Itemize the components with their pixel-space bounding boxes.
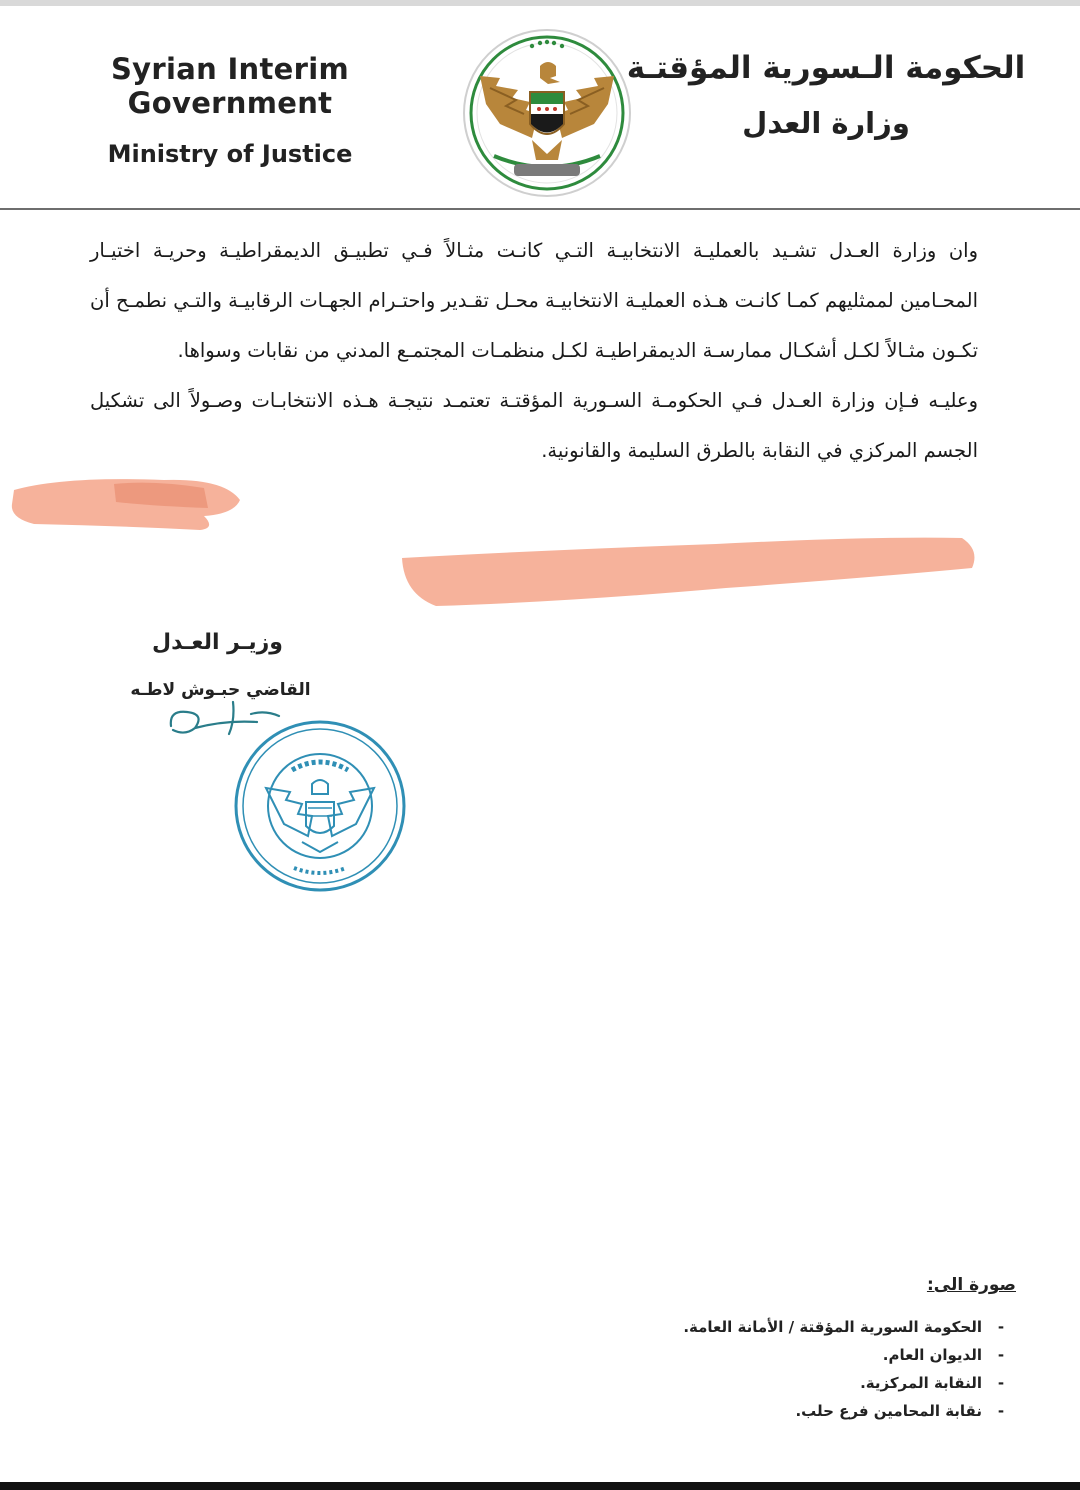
body-paragraph-2: وعليـه فـإن وزارة العـدل فـي الحكومـة السـورية المؤقتـة تعتمـد نتيجـة هـذه الانتخابـات وصـولاً الى تشكيل الجسم المركزي في النقابة بالطرق السليمة والقانونية. [90, 389, 978, 462]
list-item: - نقابة المحامين فرع حلب. [600, 1397, 1020, 1425]
english-government-title: Syrian Interim Government [111, 52, 349, 120]
redaction-mark-left [4, 466, 244, 536]
copy-recipient: الديوان العام. [882, 1346, 982, 1364]
official-stamp-icon [232, 718, 408, 894]
arabic-ministry-title: وزارة العدل [742, 106, 910, 140]
copy-to-title: صورة الى: [926, 1275, 1016, 1295]
signatory-name: القاضي حبـوش لاطـه [130, 680, 311, 700]
header-english [30, 52, 430, 168]
signatory-title: وزيـر العـدل [151, 630, 283, 655]
english-ministry-title: Ministry of Justice [107, 140, 353, 168]
letter-body [90, 226, 978, 476]
body-paragraph-1: وان وزارة العـدل تشـيد بالعمليـة الانتخابيـة التـي كانـت مثـالاً فـي تطبيـق الديمقراطيـة وحريـة اختيـار المحـامين لممثليهم كمـا كانـت هـذه العمليـة الانتخابيـة محـل تقـدير واحتـرام الجهـات الرقابيـة والتـي نطمـح أن تكـون مثـالاً لكـل أشكـال ممارسـة الديمقراطيـة لكـل منظمـات المجتمـع المدني من نقابات وسواها. [90, 239, 978, 362]
copy-recipient: النقابة المركزية. [860, 1374, 982, 1392]
top-border [0, 0, 1080, 6]
arabic-government-title: الحكومة الـسورية المؤقتـة [626, 50, 1026, 86]
copy-recipient: الحكومة السورية المؤقتة / الأمانة العامة. [683, 1318, 982, 1336]
copy-to-section [600, 1275, 1020, 1425]
list-item: - الديوان العام. [600, 1341, 1020, 1369]
redaction-mark-bottom [396, 528, 980, 614]
header-divider [0, 208, 1080, 210]
list-item: - النقابة المركزية. [600, 1369, 1020, 1397]
copy-recipient: نقابة المحامين فرع حلب. [795, 1402, 982, 1420]
list-item: - الحكومة السورية المؤقتة / الأمانة العامة. [600, 1313, 1020, 1341]
header-arabic [616, 50, 1036, 140]
bottom-border [0, 1482, 1080, 1490]
copy-to-list [600, 1313, 1020, 1425]
eagle-emblem-icon [460, 28, 634, 198]
